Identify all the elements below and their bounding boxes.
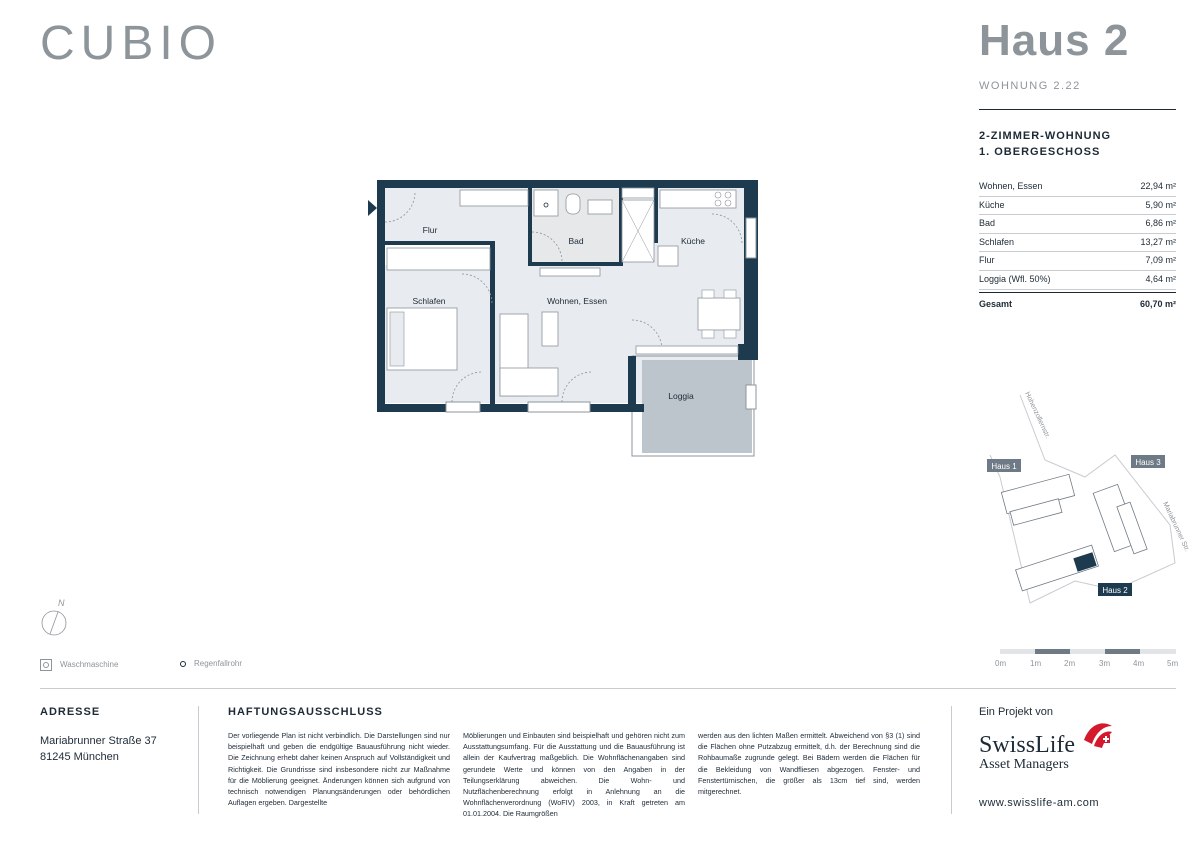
scale-label: 5m	[1167, 659, 1179, 668]
regenfallrohr-icon	[180, 661, 186, 667]
area-total-label: Gesamt	[979, 298, 1013, 309]
wall-left	[377, 180, 385, 412]
wall-schlafen-top	[385, 241, 495, 245]
area-room: Schlafen	[979, 236, 1015, 247]
wall-right	[744, 180, 758, 360]
asset-managers-logo: Asset Managers	[979, 757, 1069, 772]
area-value: 7,09 m²	[1145, 255, 1176, 266]
legend-waschmaschine-label: Waschmaschine	[60, 660, 119, 670]
chair	[724, 330, 736, 338]
wall-schlafen-right	[490, 241, 495, 406]
address	[40, 733, 157, 765]
scale-segment	[1105, 649, 1140, 654]
dining-table	[698, 298, 740, 330]
wohnung-number: WOHNUNG 2.22	[979, 80, 1081, 92]
window	[446, 402, 480, 412]
area-room: Wohnen, Essen	[979, 181, 1043, 191]
area-value: 4,64 m²	[1145, 273, 1176, 284]
legend-regenfallrohr	[180, 659, 242, 668]
room-label-schlafen: Schlafen	[412, 296, 446, 306]
wall-column	[738, 344, 750, 360]
sofa-chaise	[500, 368, 558, 396]
area-total-row	[979, 292, 1176, 315]
address-city: 81245 München	[40, 751, 119, 763]
waschmaschine-icon	[40, 659, 52, 671]
scale-label: 2m	[1064, 659, 1076, 668]
bad-shelf	[622, 188, 654, 198]
scale-label: 3m	[1099, 659, 1111, 668]
window	[746, 218, 756, 258]
wall-loggia-left	[628, 356, 636, 412]
area-room: Bad	[979, 218, 996, 229]
chair	[702, 330, 714, 338]
area-row	[979, 215, 1176, 234]
window	[746, 385, 756, 409]
scale-label: 4m	[1133, 659, 1145, 668]
footer-divider	[40, 688, 1176, 689]
area-row	[979, 178, 1176, 197]
street-label: Mariabrunner Str.	[1161, 500, 1191, 553]
washbasin	[588, 200, 612, 214]
bed-pillows	[390, 312, 404, 366]
website-link[interactable]: www.swisslife-am.com	[979, 797, 1100, 809]
loggia-area	[642, 360, 752, 453]
swisslife-emblem-icon	[1080, 720, 1114, 750]
apartment-rooms: 2-ZIMMER-WOHNUNG	[979, 130, 1112, 142]
area-value: 5,90 m²	[1145, 199, 1176, 210]
floor-plan	[360, 170, 770, 470]
compass	[38, 596, 70, 638]
chair	[702, 290, 714, 298]
area-row	[979, 234, 1176, 253]
swisslife-logo: SwissLife	[979, 732, 1075, 758]
scale-bar	[1000, 649, 1176, 654]
haus-3-building	[1093, 484, 1147, 553]
haus-1-building	[1001, 474, 1074, 525]
loggia-door	[636, 346, 738, 354]
haus-title: Haus 2	[979, 16, 1130, 65]
area-room: Flur	[979, 255, 995, 266]
area-total-value: 60,70 m²	[1139, 298, 1176, 309]
wall-bad-left	[528, 188, 532, 266]
compass-north-label: N	[58, 598, 65, 608]
room-label-bad: Bad	[568, 236, 584, 246]
scale-label: 1m	[1030, 659, 1042, 668]
area-row	[979, 271, 1176, 290]
disclaimer-column: werden aus den lichten Maßen ermittelt. Abweichend von §3 (1) sind die Flächen ohne Putzabzug ermittelt, d.h. der Berechnung sind die Rohbaumaße zugrunde gelegt. Bei Bädern werden die Flächen für die Bekleidung von Wandfliesen abgezogen. Fenster- und Fenstertürnischen, die größer als 13cm tief sind, werden mitgerechnet.	[698, 731, 920, 797]
address-street: Mariabrunner Straße 37	[40, 735, 157, 747]
haus-3-label: Haus 3	[1135, 458, 1161, 467]
legend-waschmaschine	[40, 659, 118, 671]
street-label: Hohenzollernstr.	[1023, 390, 1051, 440]
wall-bad-bottom	[532, 262, 623, 266]
compass-needle-icon	[50, 612, 58, 634]
wardrobe	[460, 190, 528, 206]
window	[528, 402, 590, 412]
room-label-loggia: Loggia	[668, 391, 694, 401]
wardrobe	[387, 248, 490, 270]
address-heading: ADRESSE	[40, 706, 101, 718]
area-table	[979, 178, 1176, 315]
scale-segment	[1035, 649, 1070, 654]
wall-kueche	[654, 188, 658, 243]
footer-separator	[951, 706, 952, 814]
coffee-table	[542, 312, 558, 346]
apartment-type	[979, 128, 1111, 160]
site-plan	[975, 385, 1200, 625]
toilet	[566, 194, 580, 214]
haus-2-label: Haus 2	[1102, 586, 1128, 595]
disclaimer-heading: HAFTUNGSAUSSCHLUSS	[228, 706, 383, 718]
room-label-wohnen: Wohnen, Essen	[547, 296, 607, 306]
area-value: 6,86 m²	[1145, 218, 1176, 229]
entry-marker-icon	[368, 200, 377, 216]
room-label-kueche: Küche	[680, 236, 706, 246]
wall-top	[377, 180, 758, 188]
scale-label: 0m	[995, 659, 1007, 668]
legend-regenfallrohr-label: Regenfallrohr	[194, 659, 243, 668]
haus-1-label: Haus 1	[991, 462, 1017, 471]
footer-separator	[198, 706, 199, 814]
area-value: 13,27 m²	[1140, 236, 1176, 247]
disclaimer-column: Möblierungen und Einbauten sind beispielhaft und gehören nicht zum Ausstattungsumfang. Für die Ausstattung und die Bauausführung ist allein der Kaufvertrag maßgeblich. Die Wohnflächenangaben sind gerundete Werte und können von den Angaben in der Teilungserklärung abweichen. Die Wohn- und Nutzflächenberechnung erfolgt in Anlehnung an die Wohnflächenverordnung (WoFIV) 2003, in Kraft getreten am 01.01.2004. Die Raumgrößen	[463, 731, 685, 819]
cubio-logo: CUBIO	[40, 17, 223, 70]
apartment-floor: 1. OBERGESCHOSS	[979, 146, 1101, 158]
area-value: 22,94 m²	[1140, 181, 1176, 191]
header-divider	[979, 109, 1176, 110]
sideboard	[540, 268, 600, 276]
room-label-flur: Flur	[422, 225, 438, 235]
kitchen-counter	[660, 190, 736, 208]
chair	[724, 290, 736, 298]
area-row	[979, 197, 1176, 216]
area-room: Loggia (Wfl. 50%)	[979, 273, 1051, 284]
waschmaschine-icon	[658, 246, 678, 266]
area-row	[979, 252, 1176, 271]
wall-bottom	[377, 404, 644, 412]
disclaimer-column: Der vorliegende Plan ist nicht verbindlich. Die Darstellungen sind nur beispielhaft und geben die endgültige Bauausführung nicht wieder. Die Zeichnung erhebt daher keinen Anspruch auf Vollständigkeit und Richtigkeit. Die Grundrisse sind insbesondere nicht zur Maßnahme für die Möblierung geeignet. Änderungen können sich aufgrund von technisch notwendigen Planungsänderungen oder behördlichen Auflagen ergeben. Dargestellte	[228, 731, 450, 808]
area-room: Küche	[979, 199, 1005, 210]
projekt-von: Ein Projekt von	[979, 706, 1053, 718]
